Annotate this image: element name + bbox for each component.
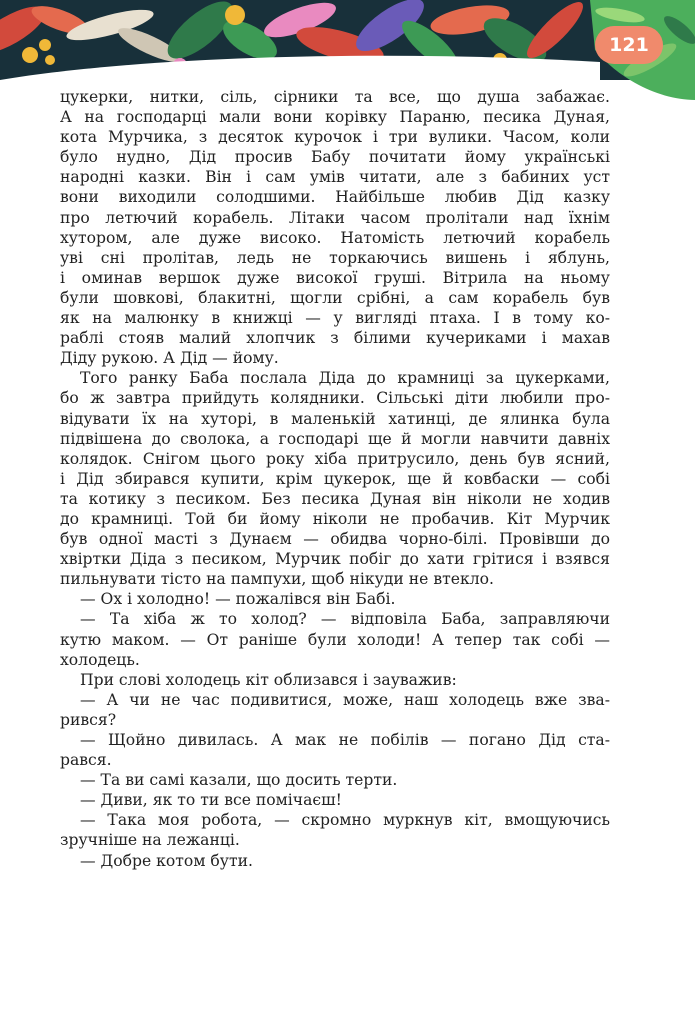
text-line: раблі стояв малий хлопчик з білими кучериками і махав	[60, 329, 610, 348]
text-line: уві сні пролітав, ледь не торкаючись вишень і яблунь,	[60, 248, 610, 267]
text-line: були шовкові, блакитні, щогли срібні, а сам корабель був	[60, 288, 610, 307]
text-line: При слові холодець кіт облизався і зауважив:	[80, 670, 457, 689]
text-line: підвішена до сволока, а господарі ще й могли навчити давніх	[60, 429, 610, 448]
text-line: був одної масті з Дунаєм — обидва чорно-білі. Провівши до	[60, 530, 610, 549]
text-line: Того ранку Баба послала Діда до крамниці за цукерками,	[80, 369, 610, 388]
page-number-badge: 121	[595, 26, 663, 64]
text-line: — Така моя робота, — скромно муркнув кіт, вмощуючись	[80, 811, 610, 830]
text-line: кота Мурчика, з десяток курочок і три вулики. Часом, коли	[60, 128, 610, 147]
text-line: зручніше на лежанці.	[60, 831, 240, 850]
text-line: кутю маком. — От раніше були холоди! А тепер так собі —	[60, 630, 610, 649]
text-line: бо ж завтра прийдуть колядники. Сільські діти любили про-	[60, 389, 610, 408]
text-line: А на господарці мали вони корівку Параню, песика Дуная,	[60, 108, 610, 127]
text-line: — А чи не час подивитися, може, наш холодець вже зва-	[80, 690, 610, 709]
text-line: холодець.	[60, 650, 140, 669]
text-line: колядок. Снігом цього року хіба притрусило, день був ясний,	[60, 449, 610, 468]
text-line: — Диви, як то ти все помічаєш!	[80, 791, 342, 810]
text-line: — Добре котом бути.	[80, 851, 253, 870]
text-line: про летючий корабель. Літаки часом пролітали над їхнім	[60, 208, 610, 227]
text-line: та котику з песиком. Без песика Дуная він ніколи не ходив	[60, 489, 610, 508]
text-line: рався.	[60, 751, 112, 770]
text-line: хутором, але дуже високо. Натомість летючий корабель	[60, 228, 610, 247]
text-line: рився?	[60, 710, 117, 729]
text-line: народні казки. Він і сам умів читати, але з бабиних уст	[60, 168, 610, 187]
text-line: хвіртки Діда з песиком, Мурчик побіг до хати грітися і взявся	[60, 550, 610, 569]
text-line: відувати їх на хуторі, в маленькій хатинці, де ялинка була	[60, 409, 610, 428]
text-line: Діду рукою. А Дід — йому.	[60, 349, 279, 368]
text-line: було нудно, Дід просив Бабу почитати йому українські	[60, 148, 610, 167]
text-line: до крамниці. Той би йому ніколи не пробачив. Кіт Мурчик	[60, 509, 610, 528]
text-line: цукерки, нитки, сіль, сірники та все, що душа забажає.	[60, 88, 610, 106]
text-line: як на малюнку в книжці — у вигляді птаха. І в тому ко-	[60, 309, 610, 328]
text-line: — Та ви самі казали, що досить терти.	[80, 771, 398, 790]
text-line: пильнувати тісто на пампухи, щоб нікуди не втекло.	[60, 570, 494, 589]
text-line: і Дід збирався купити, крім цукерок, ще й ковбаски — собі	[60, 469, 610, 488]
text-line: вони виходили солодшими. Найбільше любив Дід казку	[60, 188, 610, 207]
text-line: — Ох і холодно! — пожалівся він Бабі.	[80, 590, 396, 609]
text-line: — Та хіба ж то холод? — відповіла Баба, заправляючи	[80, 610, 610, 629]
text-line: і оминав вершок дуже високої груші. Вітрила на ньому	[60, 268, 610, 287]
story-text	[60, 87, 610, 871]
text-line: — Щойно дивилась. А мак не побілів — погано Дід ста-	[80, 731, 610, 749]
